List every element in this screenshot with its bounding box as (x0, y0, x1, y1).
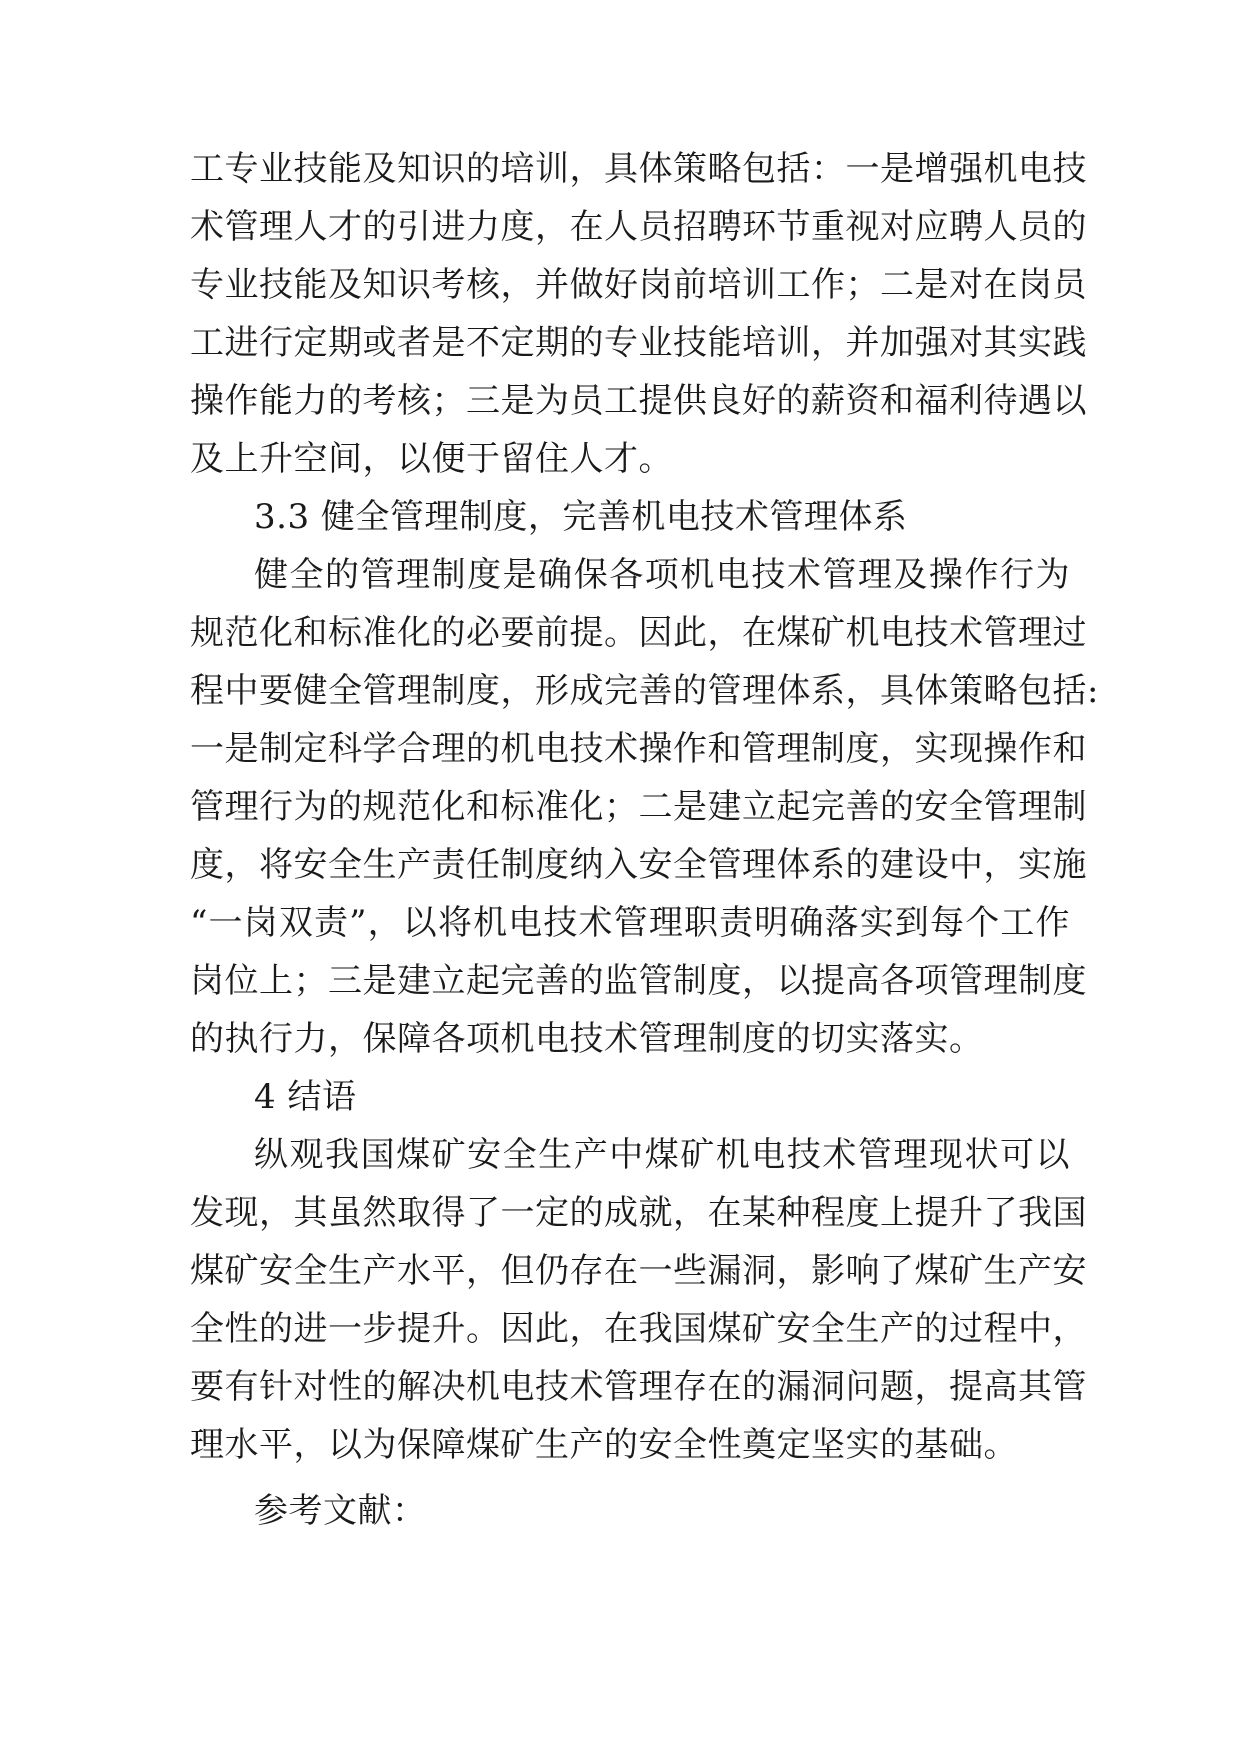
paragraph-line: 一是制定科学合理的机电技术操作和管理制度，实现操作和 (190, 729, 1087, 769)
paragraph-line: 专业技能及知识考核，并做好岗前培训工作；二是对在岗员 (190, 265, 1087, 305)
paragraph-line: 纵观我国煤矿安全生产中煤矿机电技术管理现状可以 (254, 1135, 1070, 1175)
paragraph-line: 要有针对性的解决机电技术管理存在的漏洞问题，提高其管 (190, 1367, 1087, 1407)
paragraph-line: 操作能力的考核；三是为员工提供良好的薪资和福利待遇以 (190, 381, 1087, 421)
paragraph-line: 管理行为的规范化和标准化；二是建立起完善的安全管理制 (190, 787, 1087, 827)
paragraph-line: 程中要健全管理制度，形成完善的管理体系，具体策略包括: (190, 671, 1099, 711)
paragraph-line: 度，将安全生产责任制度纳入安全管理体系的建设中，实施 (190, 845, 1087, 885)
paragraph-line: 工进行定期或者是不定期的专业技能培训，并加强对其实践 (190, 323, 1087, 363)
paragraph-line: 规范化和标准化的必要前提。因此，在煤矿机电技术管理过 (190, 613, 1087, 653)
paragraph-line: 岗位上；三是建立起完善的监管制度，以提高各项管理制度 (190, 961, 1087, 1001)
paragraph-line: 理水平，以为保障煤矿生产的安全性奠定坚实的基础。 (190, 1425, 1018, 1465)
paragraph-line: 工专业技能及知识的培训，具体策略包括：一是增强机电技 (190, 149, 1087, 189)
paragraph-line: 及上升空间，以便于留住人才。 (190, 439, 673, 479)
paragraph-line: 全性的进一步提升。因此，在我国煤矿安全生产的过程中， (190, 1309, 1087, 1349)
paragraph-line: “一岗双责”，以将机电技术管理职责明确落实到每个工作 (190, 903, 1070, 943)
paragraph-line: 发现，其虽然取得了一定的成就，在某种程度上提升了我国 (190, 1193, 1087, 1233)
paragraph-line: 健全的管理制度是确保各项机电技术管理及操作行为 (254, 555, 1070, 595)
paragraph-line: 术管理人才的引进力度，在人员招聘环节重视对应聘人员的 (190, 207, 1087, 247)
paragraph-line: 的执行力，保障各项机电技术管理制度的切实落实。 (190, 1019, 984, 1059)
section-heading-3-3: 3.3 健全管理制度，完善机电技术管理体系 (254, 497, 908, 537)
references-heading: 参考文献： (254, 1491, 427, 1531)
paragraph-line: 煤矿安全生产水平，但仍存在一些漏洞，影响了煤矿生产安 (190, 1251, 1087, 1291)
section-heading-4: 4 结语 (254, 1077, 357, 1117)
